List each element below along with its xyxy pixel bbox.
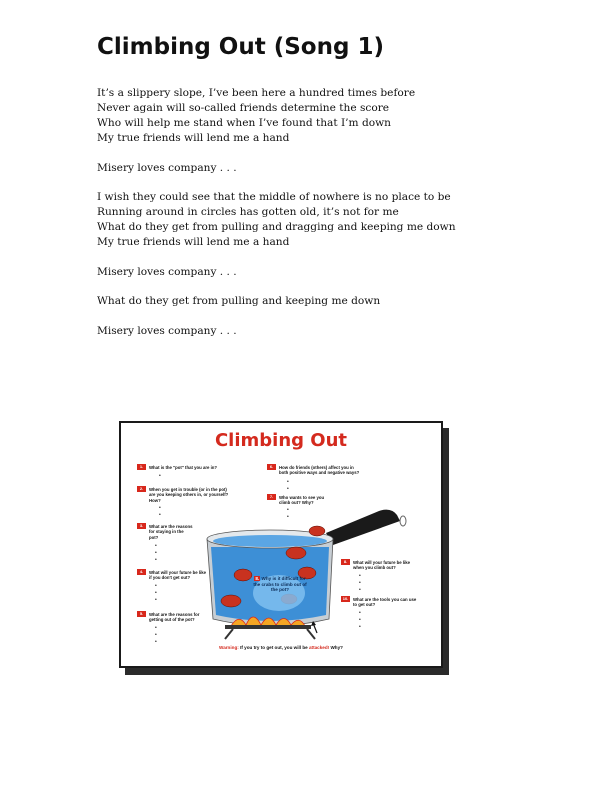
- bullet: •: [359, 617, 361, 623]
- bullet: •: [287, 514, 289, 520]
- bullet: •: [155, 597, 157, 603]
- bubble-number: 8.: [255, 576, 260, 581]
- bullet: •: [287, 486, 289, 492]
- bullet: •: [359, 624, 361, 630]
- bullet: •: [155, 543, 157, 549]
- lyric-line: What do they get from pulling and dragging and keeping me down: [97, 221, 456, 233]
- bullet: •: [359, 587, 361, 593]
- bullet: •: [359, 573, 361, 579]
- bullet: •: [155, 632, 157, 638]
- lyric-line: It’s a slippery slope, I’ve been here a hundred times before: [97, 87, 416, 99]
- poster-question: 10. What are the tools you can use to get out?: [342, 596, 417, 608]
- bullet: •: [287, 479, 289, 485]
- page-title: Climbing Out (Song 1): [97, 34, 384, 60]
- poster-question: 1. What is the "pot" that you are in?: [149, 465, 229, 470]
- bullet: •: [159, 473, 161, 479]
- lyric-line: Never again will so-called friends determine the score: [97, 102, 390, 114]
- climbing-out-poster: [119, 421, 443, 668]
- bullet: •: [155, 550, 157, 556]
- bullet: •: [155, 583, 157, 589]
- bubble-text: 8. Why is it difficult for the crabs to climb out of the pot?: [253, 576, 307, 593]
- bullet: •: [359, 610, 361, 616]
- handle-hook: [400, 516, 406, 526]
- warning-text: Warning: If you try to get out, you will be attacked! Why?: [219, 645, 343, 650]
- lyric-line: I wish they could see that the middle of nowhere is no place to be: [97, 191, 451, 203]
- pot-handle: [326, 510, 400, 545]
- refrain-line: Misery loves company . . .: [97, 161, 237, 174]
- poster-question: 3. What are the reasons for staying in the pot?: [149, 524, 194, 540]
- bullet: •: [159, 512, 161, 518]
- bullet: •: [359, 580, 361, 586]
- lyric-line: Running around in circles has gotten old, it’s not for me: [97, 206, 399, 218]
- lyric-line: My true friends will lend me a hand: [97, 236, 290, 248]
- poster-question: 8. What will your future be like when you climb out?: [353, 560, 417, 571]
- lyrics: [97, 86, 567, 339]
- poster-title: Climbing Out: [214, 430, 348, 451]
- refrain-line: Misery loves company . . .: [97, 324, 237, 337]
- poster-question: 2. When you get in trouble (or in the pot) are you keeping others in, or yourself? How?: [149, 487, 231, 503]
- pot-illustration: [121, 423, 443, 668]
- bullet: •: [155, 639, 157, 645]
- lyric-line: Who will help me stand when I’ve found that I’m down: [97, 117, 392, 129]
- bullet: •: [155, 625, 157, 631]
- poster-question: 6. How do friends (others) affect you in both positive ways and negative ways?: [279, 465, 361, 476]
- bullet: •: [155, 557, 157, 563]
- bullet: •: [155, 590, 157, 596]
- bullet: •: [287, 507, 289, 513]
- bridge-line: What do they get from pulling and keeping me down: [97, 295, 381, 307]
- bullet: •: [159, 505, 161, 511]
- burner: [225, 625, 311, 629]
- poster-question: 4. What will your future be like if you don't get out?: [149, 570, 209, 581]
- refrain-line: Misery loves company . . .: [97, 265, 237, 278]
- poster-question: 7. Who wants to see you climb out? Why?: [279, 495, 331, 506]
- lyric-line: My true friends will lend me a hand: [97, 132, 290, 144]
- poster-question: 5. What are the reasons for getting out of the pot?: [149, 612, 209, 623]
